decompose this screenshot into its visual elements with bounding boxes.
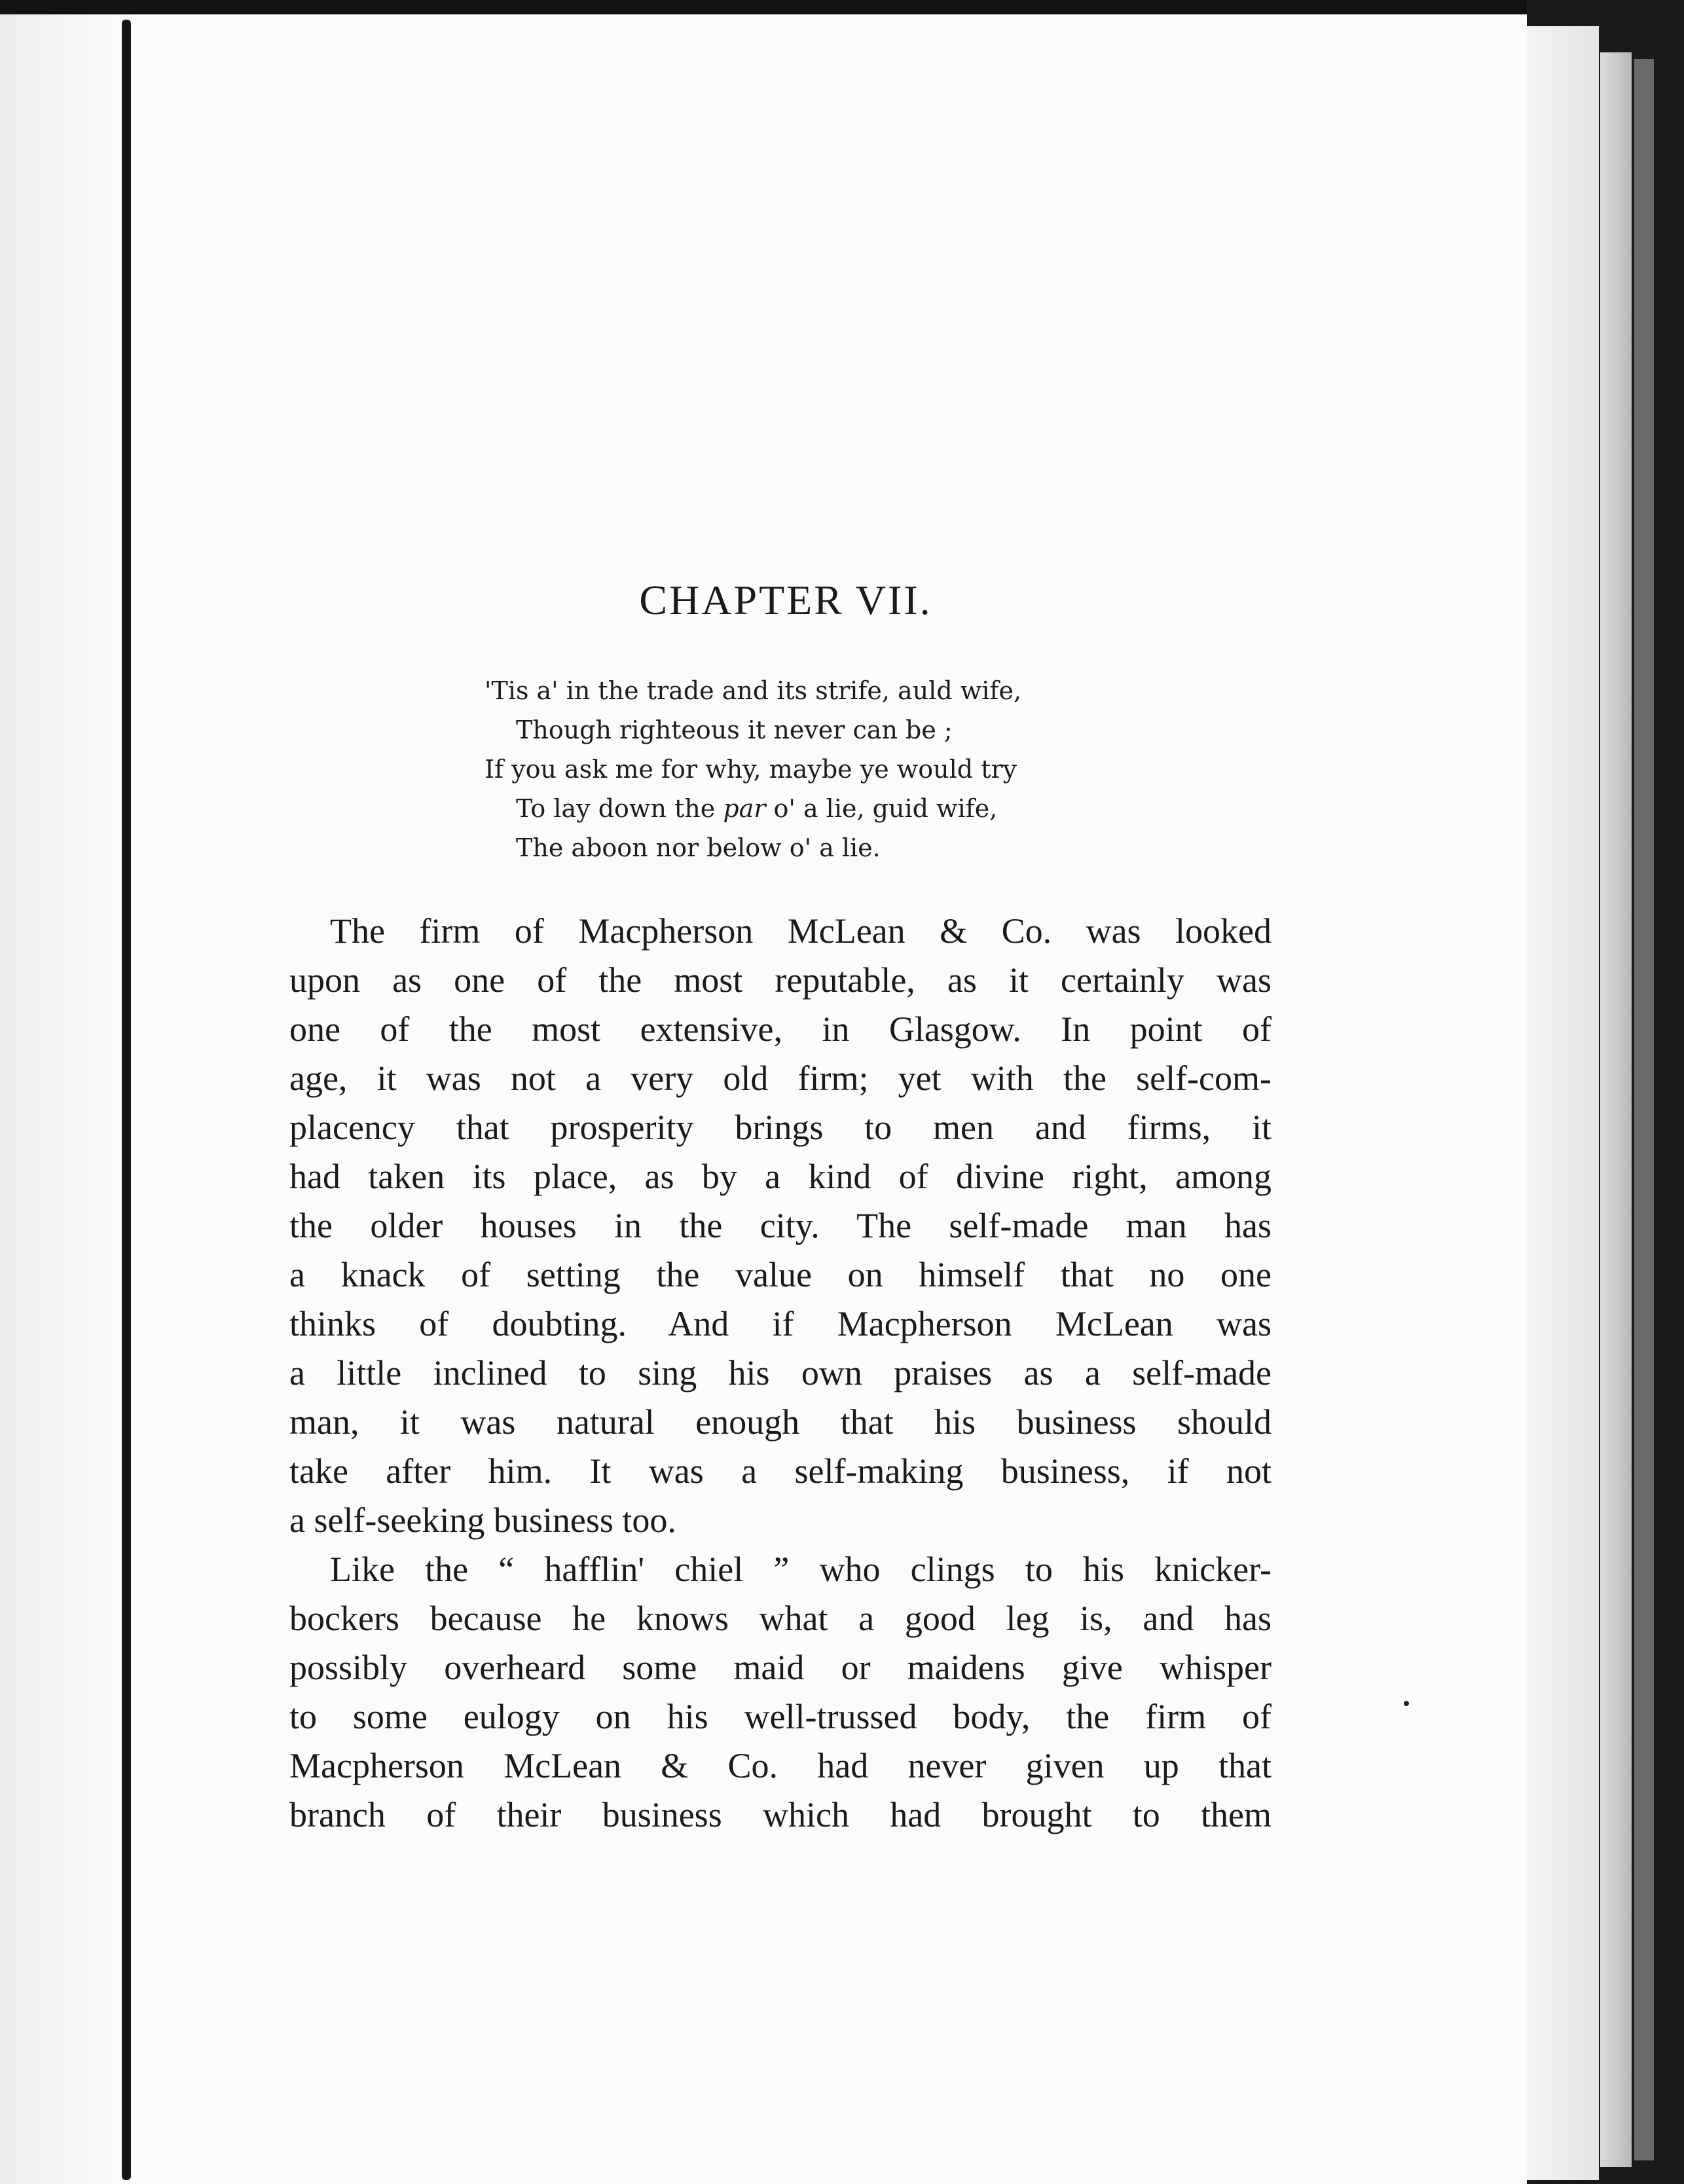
body-line: upon as one of the most reputable, as it certainly was <box>289 960 1272 1000</box>
epigraph-line: Though righteous it never can be ; <box>516 716 953 744</box>
body-line: bockers because he knows what a good leg is, and has <box>289 1599 1272 1638</box>
body-line: Macpherson McLean & Co. had never given up that <box>289 1746 1272 1785</box>
epigraph-line-start: To lay down the <box>516 794 723 823</box>
epigraph <box>485 671 1139 867</box>
scan-speck <box>1404 1701 1409 1706</box>
epigraph-line <box>485 789 1139 828</box>
body-line: a little inclined to sing his own praises as a self-made <box>289 1353 1272 1392</box>
chapter-heading: CHAPTER VII. <box>639 577 932 623</box>
body-line: had taken its place, as by a kind of divine right, among <box>289 1157 1272 1196</box>
body-line: Like the “ hafflin' chiel ” who clings to his knicker- <box>330 1550 1272 1589</box>
epigraph-line-end: o' a lie, guid wife, <box>765 794 998 823</box>
body-line: The firm of Macpherson McLean & Co. was looked <box>330 911 1272 951</box>
epigraph-line: 'Tis a' in the trade and its strife, auld wife, <box>485 676 1022 705</box>
body-text <box>289 907 1272 1840</box>
epigraph-line: The aboon nor below o' a lie. <box>516 833 881 862</box>
body-line: take after him. It was a self-making business, if not <box>289 1451 1272 1491</box>
body-line: to some eulogy on his well-trussed body, the firm of <box>289 1697 1272 1736</box>
body-line: a self-seeking business too. <box>289 1501 676 1540</box>
body-line: man, it was natural enough that his business should <box>289 1402 1272 1442</box>
epigraph-line: If you ask me for why, maybe ye would try <box>485 755 1017 784</box>
body-line: possibly overheard some maid or maidens give whisper <box>289 1648 1272 1687</box>
body-line: one of the most extensive, in Glasgow. In point of <box>289 1010 1272 1049</box>
body-line: branch of their business which had brought to them <box>289 1795 1272 1834</box>
body-line: age, it was not a very old firm; yet with the self-com- <box>289 1059 1272 1098</box>
body-line: a knack of setting the value on himself that no one <box>289 1255 1272 1294</box>
body-line: placency that prosperity brings to men and firms, it <box>289 1108 1272 1147</box>
body-line: thinks of doubting. And if Macpherson McLean was <box>289 1304 1272 1343</box>
body-line: the older houses in the city. The self-made man has <box>289 1206 1272 1245</box>
epigraph-italic-word: par <box>723 794 766 823</box>
